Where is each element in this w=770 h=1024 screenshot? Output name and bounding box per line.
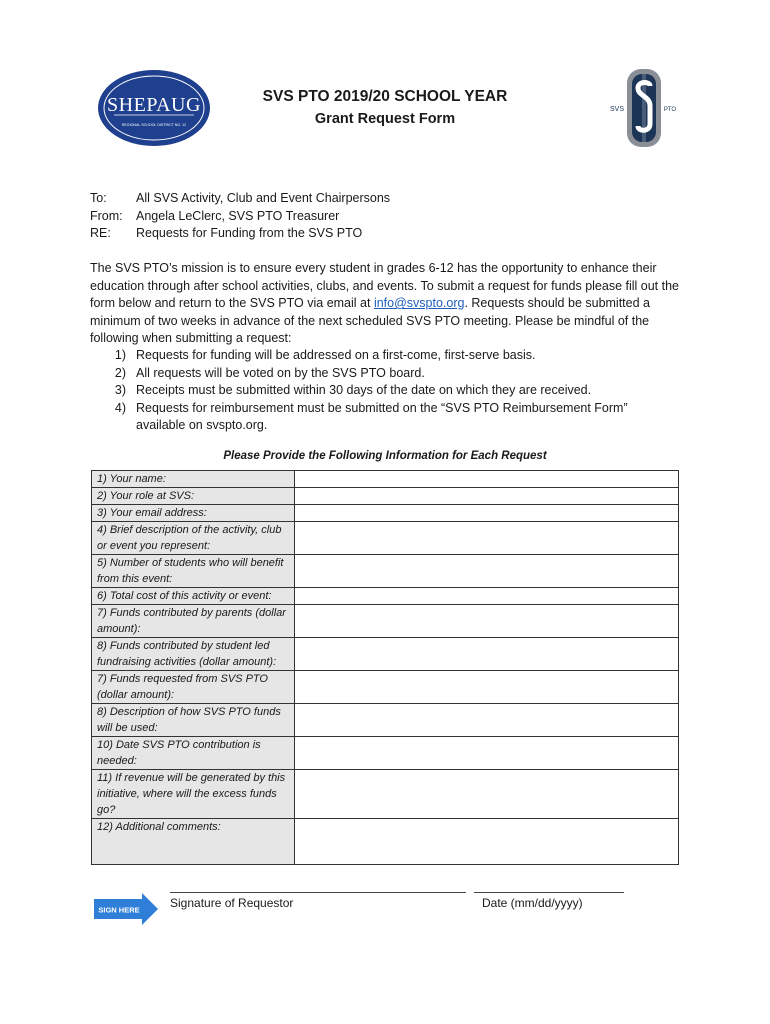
memo-to-row [90, 190, 390, 208]
table-row [92, 770, 679, 819]
field-label-role: 2) Your role at SVS: [92, 488, 295, 505]
field-input-excess-revenue[interactable] [295, 770, 679, 819]
table-row [92, 471, 679, 488]
list-item-text: Receipts must be submitted within 30 days of the date on which they are received. [136, 383, 592, 398]
list-item-text: All requests will be voted on by the SVS PTO board. [136, 365, 425, 380]
table-row [92, 555, 679, 588]
field-label-requested-funds: 7) Funds requested from SVS PTO (dollar amount): [92, 671, 295, 704]
table-heading: Please Provide the Following Information for Each Request [223, 450, 547, 462]
list-item-text: Requests for funding will be addressed on a first-come, first-serve basis. [136, 348, 536, 362]
page-subtitle: Grant Request Form [314, 111, 456, 127]
request-info-table [91, 470, 679, 865]
table-row [92, 737, 679, 770]
list-item-number: 2) [114, 365, 126, 380]
field-label-funds-usage: 8) Description of how SVS PTO funds will be used: [92, 704, 295, 737]
svs-pto-logo-left-text: SVS [609, 106, 625, 113]
field-input-requested-funds[interactable] [295, 671, 679, 704]
field-input-student-funds[interactable] [295, 638, 679, 671]
sign-here-arrow [92, 892, 160, 926]
list-item-number: 1) [114, 348, 126, 362]
table-row [92, 488, 679, 505]
list-item [90, 347, 680, 365]
field-label-total-cost: 6) Total cost of this activity or event: [92, 588, 295, 605]
date-label: Date (mm/dd/yyyy) [482, 896, 583, 910]
signature-line[interactable] [170, 892, 466, 893]
memo-re-value: Requests for Funding from the SVS PTO [136, 226, 363, 240]
table-row [92, 588, 679, 605]
svs-pto-logo-right-text: PTO [663, 107, 677, 113]
table-row [92, 505, 679, 522]
shepaug-logo-ring-text: REGIONAL SCHOOL DISTRICT NO. 12 [121, 123, 187, 127]
list-item [90, 400, 680, 435]
field-input-name[interactable] [295, 471, 679, 488]
table-row [92, 819, 679, 865]
memo-from-value: Angela LeClerc, SVS PTO Treasurer [136, 208, 340, 223]
field-label-description: 4) Brief description of the activity, club or event you represent: [92, 522, 295, 555]
table-row [92, 605, 679, 638]
field-label-name: 1) Your name: [92, 471, 295, 488]
field-input-parent-funds[interactable] [295, 605, 679, 638]
field-input-role[interactable] [295, 488, 679, 505]
signature-label: Signature of Requestor [170, 896, 294, 910]
field-input-date-needed[interactable] [295, 737, 679, 770]
memo-to-value: All SVS Activity, Club and Event Chairpersons [136, 191, 391, 205]
field-input-student-count[interactable] [295, 555, 679, 588]
list-item [90, 382, 680, 400]
intro-text-before: The SVS PTO’s mission is to ensure every student in grades 6-12 has the opportunity to enhance their education through after school activities, clubs, and events. To submit a request for funds please fill out the form below and return to the SVS PTO via email at [90, 261, 680, 311]
field-label-excess-revenue: 11) If revenue will be generated by this initiative, where will the excess funds go? [92, 770, 295, 819]
shepaug-logo-name: SHEPAUG [107, 94, 201, 116]
memo-header [90, 190, 390, 243]
list-item-text: Requests for reimbursement must be submitted on the “SVS PTO Reimbursement Form” available on svspto.org. [136, 400, 628, 433]
field-label-date-needed: 10) Date SVS PTO contribution is needed: [92, 737, 295, 770]
shepaug-logo [96, 68, 212, 148]
list-item-number: 4) [114, 400, 126, 415]
field-label-student-count: 5) Number of students who will benefit from this event: [92, 555, 295, 588]
table-row [92, 704, 679, 737]
intro-text-after: . Requests should be submitted a minimum of two weeks in advance of the next scheduled SVS PTO meeting. Please be mindful of the following when submitting a request: [90, 296, 650, 346]
table-row [92, 671, 679, 704]
field-input-funds-usage[interactable] [295, 704, 679, 737]
field-label-student-funds: 8) Funds contributed by student led fundraising activities (dollar amount): [92, 638, 295, 671]
email-link[interactable]: info@svspto.org [373, 296, 465, 311]
sign-here-text: SIGN HERE [98, 905, 140, 915]
field-label-parent-funds: 7) Funds contributed by parents (dollar amount): [92, 605, 295, 638]
list-item [90, 365, 680, 383]
field-input-comments[interactable] [295, 819, 679, 865]
memo-from-row [90, 208, 390, 226]
field-label-email: 3) Your email address: [92, 505, 295, 522]
memo-to-key: To: [90, 191, 107, 205]
table-row [92, 522, 679, 555]
page-title: SVS PTO 2019/20 SCHOOL YEAR [262, 88, 508, 105]
intro-paragraph [90, 260, 680, 348]
table-row [92, 638, 679, 671]
memo-from-key: From: [90, 208, 123, 223]
svs-pto-logo [608, 66, 678, 150]
field-input-email[interactable] [295, 505, 679, 522]
requirements-list [90, 347, 680, 435]
list-item-number: 3) [114, 383, 126, 398]
field-label-comments: 12) Additional comments: [92, 819, 295, 865]
memo-re-key: RE: [90, 226, 111, 240]
memo-re-row [90, 225, 390, 243]
field-input-description[interactable] [295, 522, 679, 555]
date-line[interactable] [474, 892, 624, 893]
form-header [220, 86, 550, 130]
field-input-total-cost[interactable] [295, 588, 679, 605]
